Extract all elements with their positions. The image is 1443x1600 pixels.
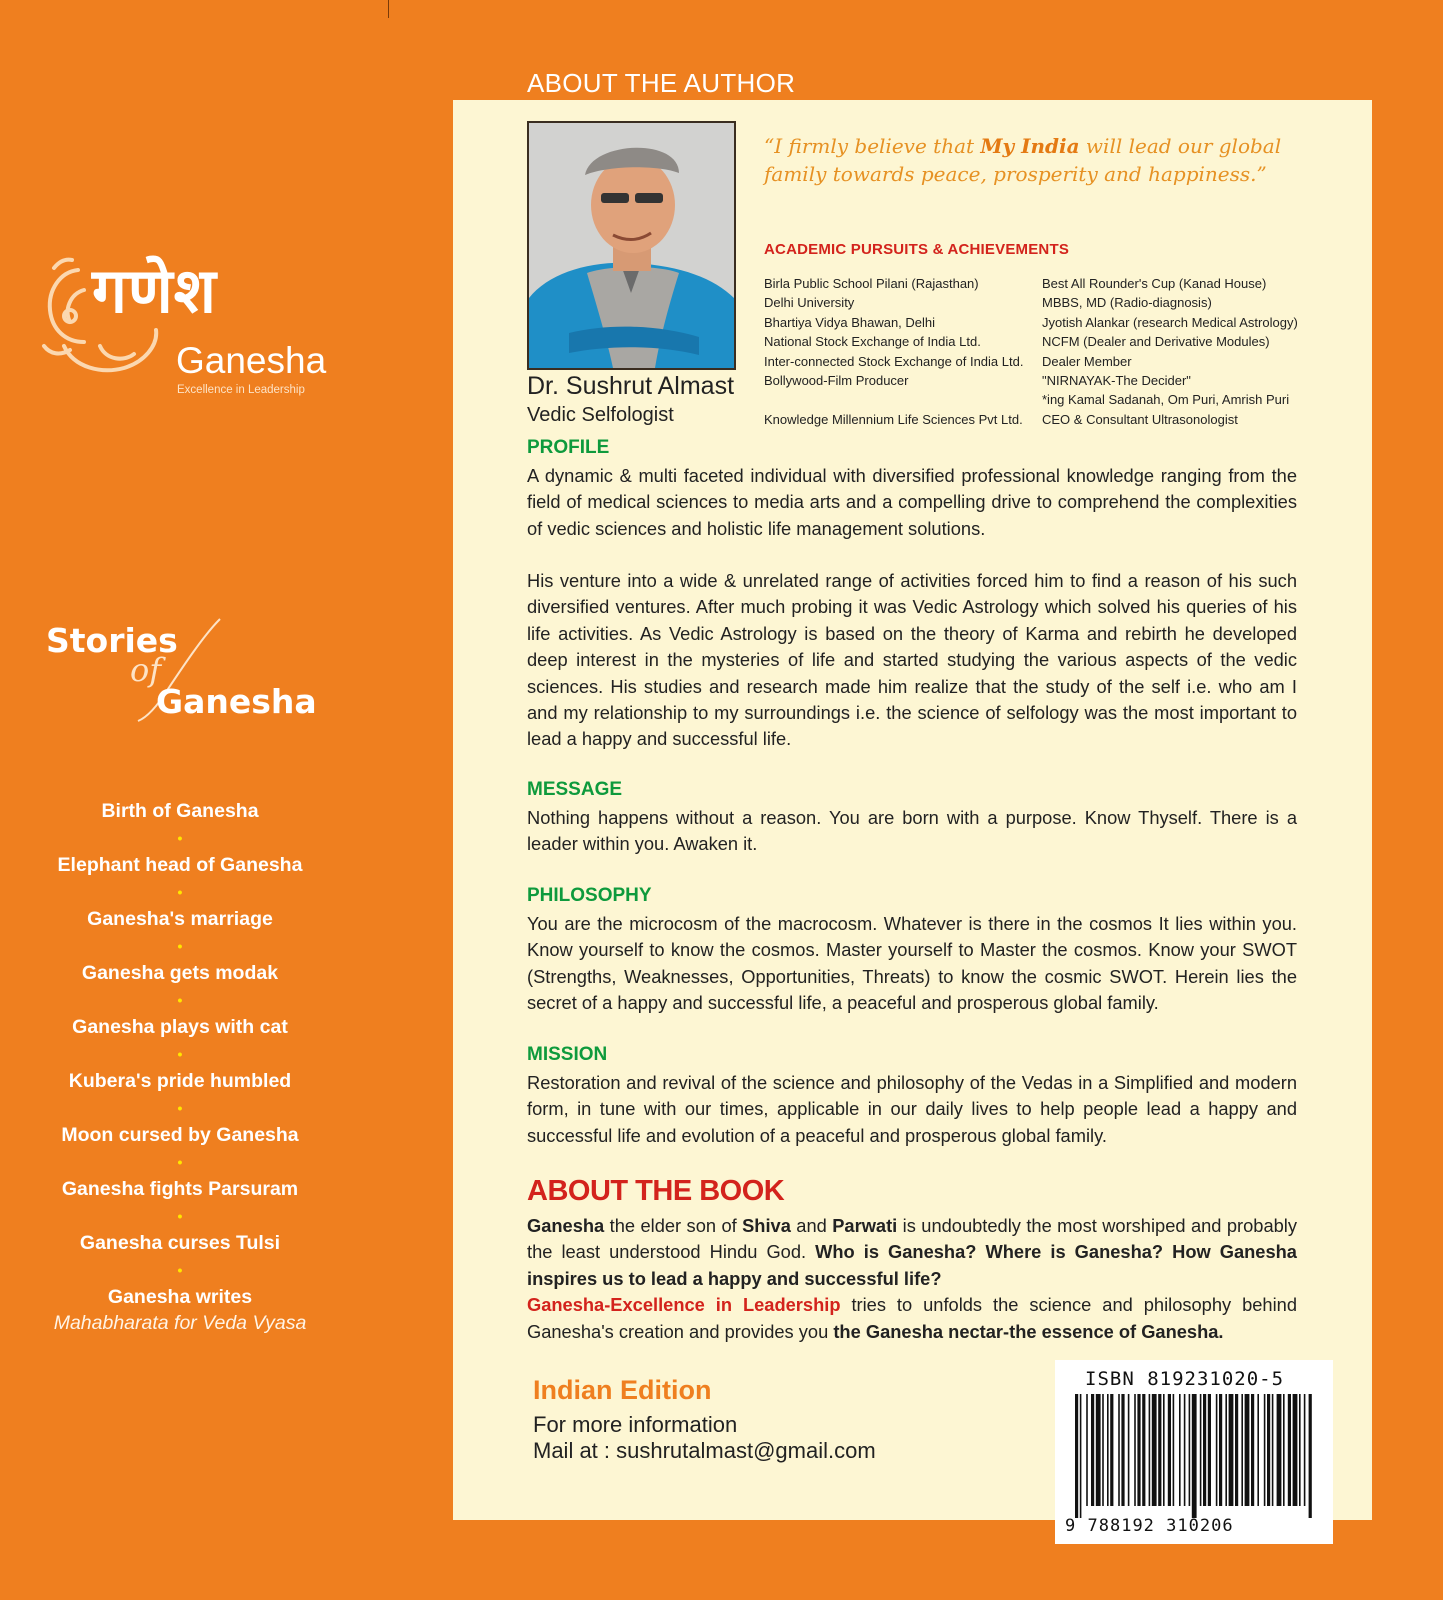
- stories-of-ganesha-heading: [44, 615, 334, 725]
- academic-item: Birla Public School Pilani (Rajasthan): [764, 276, 979, 291]
- author-photo: [527, 121, 736, 370]
- profile-paragraph-1: A dynamic & multi faceted individual with diversified professional knowledge ranging from the field of medical sciences to media arts and a compelling drive to comprehend the complexities of vedic sciences and holistic life management solutions.: [527, 465, 1297, 539]
- profile-paragraph-2: His venture into a wide & unrelated range of activities forced him to find a reason of his such diversified ventures. After much probing it was Vedic Astrology which solved his queries of his life activities. As Vedic Astrology is based on the theory of Karma and rebirth he developed deep interest in the mysteries of life and started studying the various aspects of the vedic sciences. His studies and research made him realize that the study of the self i.e. who am I and my relationship to my surroundings i.e. the science of selfology was the most important to lead a happy and successful life.: [527, 570, 1297, 750]
- info-line: For more information: [533, 1412, 738, 1437]
- book-text-bold: Parwati: [832, 1215, 898, 1236]
- author-name: Dr. Sushrut Almast: [527, 372, 735, 400]
- philosophy-paragraph: You are the microcosm of the macrocosm. Whatever is there in the cosmos It lies within you. Know yourself to know the cosmos. Master yourself to Master the cosmos. Know your SWOT (Strengths, Weaknesses, Opportunities, Threats) to know the cosmic SWOT. Herein lies the secret of a happy and successful life, a peaceful and prosperous global family.: [527, 913, 1297, 1014]
- academic-item: National Stock Exchange of India Ltd.: [764, 334, 981, 350]
- ean-left-group: 788192: [1087, 1516, 1155, 1536]
- about-author-heading: ABOUT THE AUTHOR: [527, 68, 796, 98]
- stories-list: [30, 798, 330, 1336]
- book-text: the elder son of: [604, 1215, 743, 1236]
- separator-dot: •: [177, 1154, 183, 1170]
- book-text: and: [790, 1215, 833, 1236]
- academic-item: Inter-connected Stock Exchange of India Ltd.: [764, 353, 1024, 369]
- separator-dot: •: [177, 830, 183, 846]
- book-text-bold: Shiva: [742, 1215, 791, 1236]
- story-item: Ganesha curses Tulsi: [79, 1232, 281, 1254]
- book-title-highlight: Ganesha-Excellence in Leadership: [527, 1294, 841, 1316]
- quote-emphasis: My India: [980, 134, 1080, 158]
- author-title: Vedic Selfologist: [527, 404, 674, 426]
- story-item: Ganesha's marriage: [87, 908, 273, 930]
- barcode-icon: [1073, 1394, 1317, 1522]
- story-item: Ganesha gets modak: [81, 962, 279, 984]
- author-portrait-image: [529, 123, 734, 368]
- story-item: Elephant head of Ganesha: [57, 854, 303, 876]
- achievement-item: Best All Rounder's Cup (Kanad House): [1042, 276, 1267, 291]
- achievement-item: MBBS, MD (Radio-diagnosis): [1042, 295, 1212, 311]
- separator-dot: •: [177, 992, 183, 1008]
- achievement-item: "NIRNAYAK-The Decider": [1042, 372, 1191, 388]
- story-item: Ganesha writes: [107, 1286, 253, 1308]
- achievement-item: Dealer Member: [1042, 353, 1132, 369]
- separator-dot: •: [177, 1208, 183, 1224]
- book-text-bold: the Ganesha nectar-the essence of Ganesha.: [833, 1320, 1224, 1342]
- separator-dot: •: [177, 1046, 183, 1062]
- book-questions: Who is Ganesha? Where is Ganesha? How Ganesha inspires us to lead a happy and successful life?: [527, 1241, 1297, 1289]
- mission-paragraph: Restoration and revival of the science and philosophy of the Vedas in a Simplified and modern form, in tune with our times, applicable in our daily lives to help people lead a happy and successful life and evolution of a peaceful and prosperous global family.: [527, 1072, 1297, 1146]
- book-text-bold: Ganesha: [527, 1215, 605, 1236]
- ean-right-group: 310206: [1166, 1516, 1234, 1536]
- message-paragraph: Nothing happens without a reason. You are born with a purpose. Know Thyself. There is a leader within you. Awaken it.: [527, 807, 1297, 855]
- ean-number: [1065, 1516, 1234, 1536]
- story-item: Kubera's pride humbled: [68, 1070, 292, 1092]
- achievement-item: *ing Kamal Sadanah, Om Puri, Amrish Puri: [1042, 392, 1290, 408]
- mail-line: Mail at : sushrutalmast@gmail.com: [533, 1438, 876, 1463]
- story-item: Ganesha fights Parsuram: [61, 1178, 299, 1200]
- separator-dot: •: [177, 1100, 183, 1116]
- quote-part: “I firmly believe that: [764, 134, 981, 158]
- academic-item: Bollywood-Film Producer: [764, 372, 909, 388]
- isbn-text: ISBN 819231020-5: [1085, 1368, 1285, 1390]
- book-text: tries to unfolds the science and philosophy behind Ganesha's creation and provides you: [527, 1294, 1297, 1342]
- book-text: is undoubtedly the most worshiped and probably the least understood Hindu God.: [527, 1215, 1297, 1263]
- message-heading: MESSAGE: [527, 779, 623, 800]
- academic-institutions-column: [764, 274, 1023, 429]
- academic-item: [764, 390, 1023, 409]
- story-item: Moon cursed by Ganesha: [61, 1124, 299, 1146]
- academic-heading: ACADEMIC PURSUITS & ACHIEVEMENTS: [764, 241, 1070, 258]
- story-item: Birth of Ganesha: [101, 800, 259, 822]
- ganesha-word: Ganesha: [156, 682, 317, 721]
- achievement-item: NCFM (Dealer and Derivative Modules): [1042, 334, 1270, 350]
- separator-dot: •: [177, 884, 183, 900]
- edition-label: Indian Edition: [533, 1375, 712, 1405]
- academic-item: Delhi University: [764, 295, 855, 311]
- isbn-barcode: [1055, 1360, 1333, 1544]
- academic-achievements-column: [1042, 274, 1298, 429]
- of-word: of: [130, 651, 162, 689]
- philosophy-heading: PHILOSOPHY: [527, 885, 652, 906]
- academic-item: Bhartiya Vidya Bhawan, Delhi: [764, 314, 936, 330]
- mission-heading: MISSION: [527, 1044, 608, 1065]
- achievement-item: Jyotish Alankar (research Medical Astrology): [1042, 314, 1298, 330]
- story-item-subtitle: Mahabharata for Veda Vyasa: [53, 1312, 307, 1334]
- about-book-heading: ABOUT THE BOOK: [527, 1175, 785, 1207]
- profile-heading: PROFILE: [527, 437, 610, 458]
- separator-dot: •: [177, 1262, 183, 1278]
- quote-part: will lead our global family towards peace, prosperity and happiness.”: [764, 134, 1282, 186]
- academic-item: Knowledge Millennium Life Sciences Pvt Ltd.: [764, 411, 1023, 427]
- story-item: Ganesha plays with cat: [72, 1016, 288, 1038]
- stories-word: Stories: [46, 621, 178, 660]
- spine-fold-mark: [388, 0, 389, 18]
- logo-devanagari-text: गणेश: [92, 254, 217, 327]
- author-quote: [764, 132, 1324, 188]
- ean-first-digit: 9: [1065, 1516, 1077, 1536]
- about-book-paragraph: [527, 1213, 1297, 1345]
- separator-dot: •: [177, 938, 183, 954]
- logo-tagline: Excellence in Leadership: [177, 384, 305, 396]
- ganesha-logo: [40, 250, 330, 400]
- achievement-item: CEO & Consultant Ultrasonologist: [1042, 411, 1238, 427]
- logo-latin-text: Ganesha: [176, 340, 327, 381]
